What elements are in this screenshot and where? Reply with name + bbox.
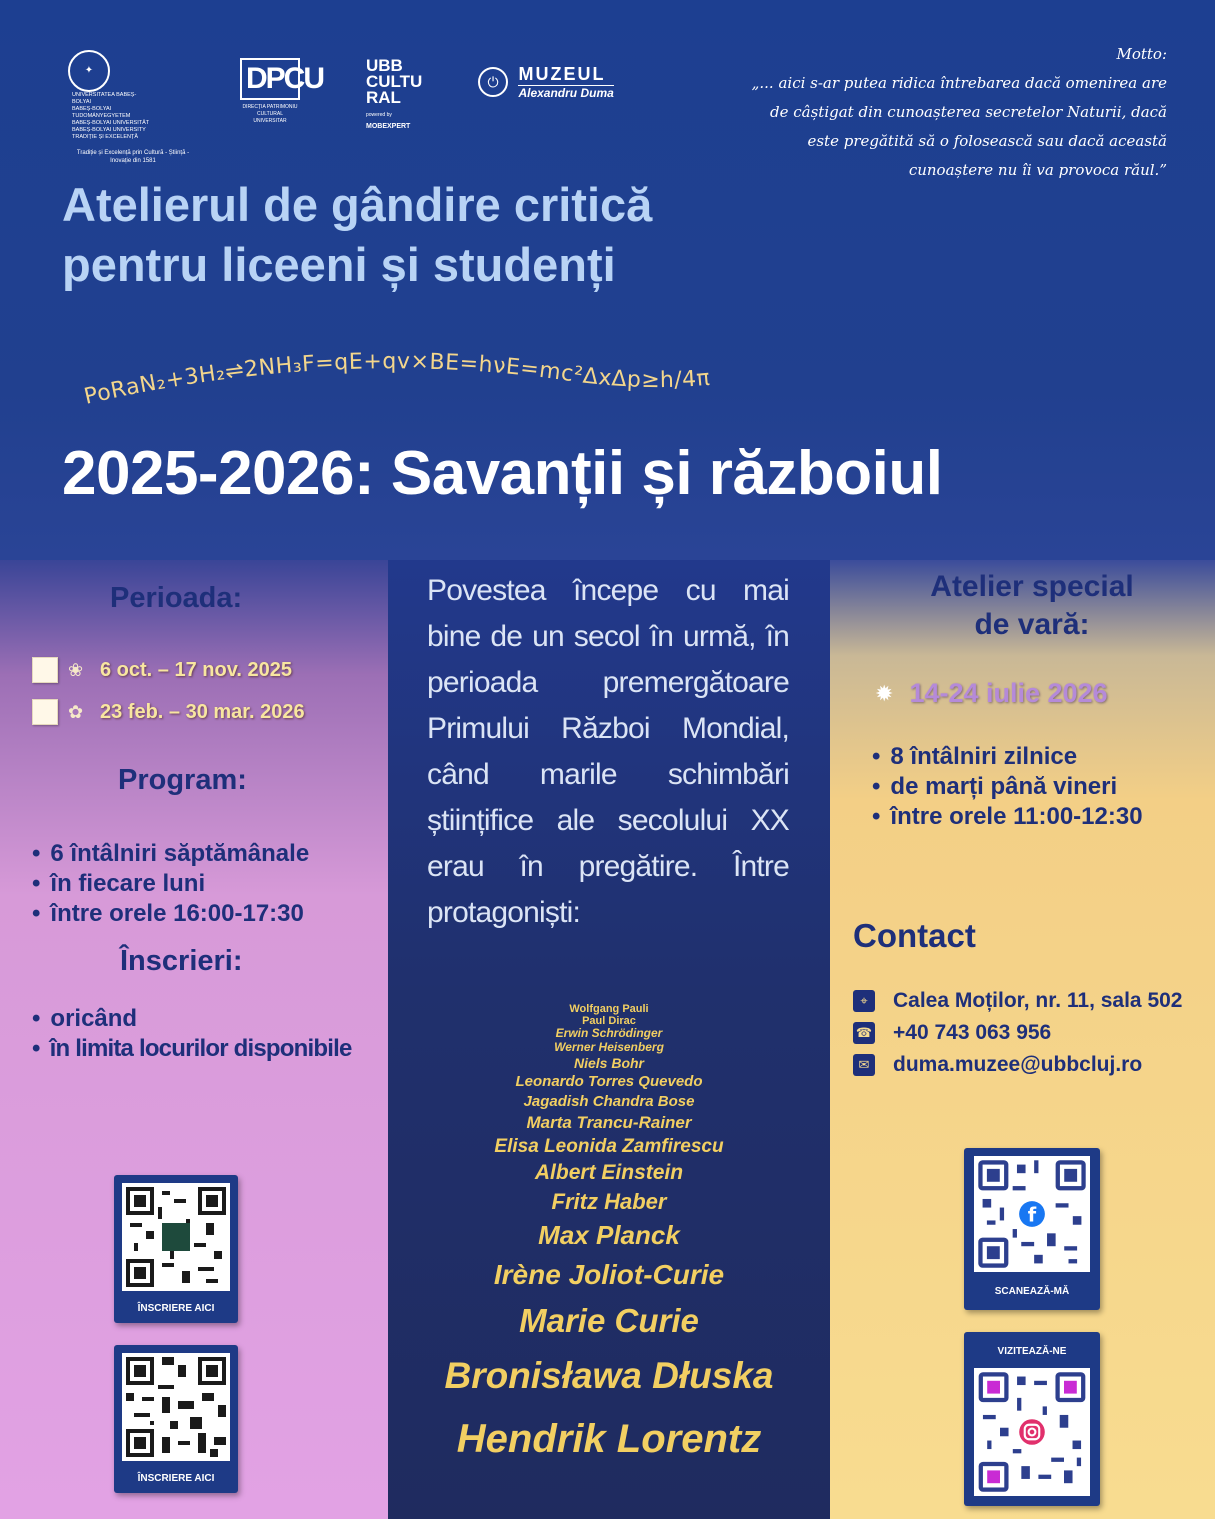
program-heading: Program: xyxy=(118,764,247,796)
power-icon: ⏻ xyxy=(478,67,508,97)
scientist-name: Marie Curie xyxy=(519,1302,699,1339)
motto xyxy=(687,40,1167,185)
list-item: • în fiecare luni xyxy=(32,869,309,899)
list-item: • între orele 11:00-12:30 xyxy=(872,802,1143,832)
qr-code[interactable] xyxy=(974,1368,1090,1496)
muzeul-title: MUZEUL xyxy=(518,64,606,84)
sun-icon: ✹ xyxy=(875,680,894,706)
qr-label: ÎNSCRIERE AICI xyxy=(137,1303,215,1314)
qr-card-enroll[interactable] xyxy=(114,1175,238,1323)
ubb-cultural-logo: UBB CULTU RAL powered by MOBEXPERT xyxy=(366,56,423,130)
qr-card-instagram[interactable] xyxy=(964,1332,1100,1506)
list-item: • între orele 16:00-17:30 xyxy=(32,899,309,929)
muzeul-name: Alexandru Duma xyxy=(518,86,614,100)
list-item: • oricând xyxy=(32,1004,352,1034)
checkbox[interactable] xyxy=(32,657,58,683)
motto-line: cunoaștere nu îi va provoca răul.” xyxy=(908,161,1167,179)
qr-label: ÎNSCRIERE AICI xyxy=(137,1473,215,1484)
qr-card-enroll[interactable] xyxy=(114,1345,238,1493)
muzeul-duma-logo xyxy=(478,64,658,100)
physics-formula-arc xyxy=(78,296,898,416)
qr-code[interactable] xyxy=(974,1156,1090,1272)
scientist-names xyxy=(388,1004,830,1472)
story-paragraph: Povestea începe cu mai bine de un secol în urmă, în perioada premergătoare Primului Război Mondial, când marile schimbări științifice ale secolului XX erau în pregătire. Între protagoniști: xyxy=(427,574,789,929)
location-pin-icon: ⌖ xyxy=(853,990,875,1012)
qr-code[interactable] xyxy=(122,1183,230,1291)
motto-line: de câștigat din cunoașterea secretelor Naturii, dacă xyxy=(770,103,1167,121)
ubb-logo xyxy=(68,50,198,165)
dpcu-subtitle: DIRECȚIA PATRIMONIU CULTURAL UNIVERSITAR xyxy=(242,104,298,124)
scientist-name: Albert Einstein xyxy=(534,1161,684,1184)
summer-list xyxy=(872,742,1143,832)
qr-code[interactable] xyxy=(122,1353,230,1461)
scientist-name: Werner Heisenberg xyxy=(554,1040,664,1054)
period-heading: Perioada: xyxy=(110,582,243,614)
scientist-name: Leonardo Torres Quevedo xyxy=(515,1073,703,1090)
ubb-tagline: Tradiție și Excelență prin Cultură - Știință - Inovație din 1581 xyxy=(76,150,190,164)
contact-email[interactable]: ✉ duma.muzee@ubbcluj.ro xyxy=(853,1053,1142,1077)
scientist-name: Niels Bohr xyxy=(573,1055,644,1071)
dpcu-mark: DPCU xyxy=(240,58,300,100)
subtitle: 2025-2026: Savanții și războiul xyxy=(62,439,943,508)
period-dates: 6 oct. – 17 nov. 2025 xyxy=(100,658,292,681)
flower-icon: ✿ xyxy=(68,701,84,722)
scientist-name: Bronisława Dłuska xyxy=(444,1355,774,1396)
email-icon: ✉ xyxy=(853,1054,875,1076)
scientist-name: Elisa Leonida Zamfirescu xyxy=(494,1136,724,1157)
scientist-name: Jagadish Chandra Bose xyxy=(523,1093,695,1110)
svg-text:PoRaN₂+3H₂⇌2NH₃F=qE+qv×BE=hνE= xyxy=(82,349,711,410)
qr-label: SCANEAZĂ-MĂ xyxy=(994,1286,1070,1297)
list-item: • 6 întâlniri săptămânale xyxy=(32,839,309,869)
formula-text: PoRaN₂+3H₂⇌2NH₃F=qE+qv×BE=hνE=mc²ΔxΔp≥h/4π xyxy=(81,349,712,410)
dpcu-logo xyxy=(240,58,324,125)
enroll-heading: Înscrieri: xyxy=(120,945,243,977)
scientist-name: Hendrik Lorentz xyxy=(456,1417,762,1461)
scientist-name: Fritz Haber xyxy=(551,1189,667,1214)
scientist-name: Wolfgang Pauli xyxy=(569,1003,649,1015)
scientist-name: Irène Joliot-Curie xyxy=(493,1259,725,1290)
phone-icon: ☎ xyxy=(853,1022,875,1044)
contact-address: ⌖ Calea Moților, nr. 11, sala 502 xyxy=(853,989,1183,1013)
scientist-name: Paul Dirac xyxy=(582,1015,636,1027)
summer-heading: Atelier special de vară: xyxy=(930,570,1134,641)
scientist-name: Marta Trancu-Rainer xyxy=(526,1113,692,1132)
checkbox[interactable] xyxy=(32,699,58,725)
maple-leaf-icon: ❀ xyxy=(68,659,84,680)
enroll-list xyxy=(32,1004,352,1064)
ubb-seal-text: UNIVERSITATEA BABEȘ-BOLYAI BABEȘ-BOLYAI TUDOMÁNYEGYETEM BABEȘ-BOLYAI UNIVERSITÄT BABEȘ-BOLYAI UNIVERSITY TRADIȚIE ȘI EXCELENȚĂ xyxy=(72,92,150,140)
page-title: Atelierul de gândire critică pentru liceeni și studenți xyxy=(62,178,653,291)
svg-text:f: f xyxy=(1027,1203,1037,1227)
motto-label: Motto: xyxy=(1116,45,1167,63)
program-list xyxy=(32,839,309,929)
list-item: • 8 întâlniri zilnice xyxy=(872,742,1143,772)
scientist-name: Max Planck xyxy=(538,1220,680,1250)
qr-label: VIZITEAZĂ-NE xyxy=(997,1346,1067,1357)
scientist-name: Erwin Schrödinger xyxy=(555,1026,663,1040)
list-item: • în limita locurilor disponibile xyxy=(32,1034,352,1064)
motto-line: „... aici s-ar putea ridica întrebarea dacă omenirea are xyxy=(751,74,1167,92)
period-item xyxy=(32,697,305,727)
list-item: • de marți până vineri xyxy=(872,772,1143,802)
summer-date: ✹ 14-24 iulie 2026 xyxy=(875,678,1108,708)
contact-phone[interactable]: ☎ +40 743 063 956 xyxy=(853,1021,1051,1045)
contact-heading: Contact xyxy=(853,917,976,954)
motto-line: este pregătită să o folosească sau dacă această xyxy=(807,132,1167,150)
qr-card-facebook[interactable] xyxy=(964,1148,1100,1310)
period-item xyxy=(32,655,292,685)
ubb-seal-icon: ✦ xyxy=(68,50,110,92)
period-dates: 23 feb. – 30 mar. 2026 xyxy=(100,700,305,723)
